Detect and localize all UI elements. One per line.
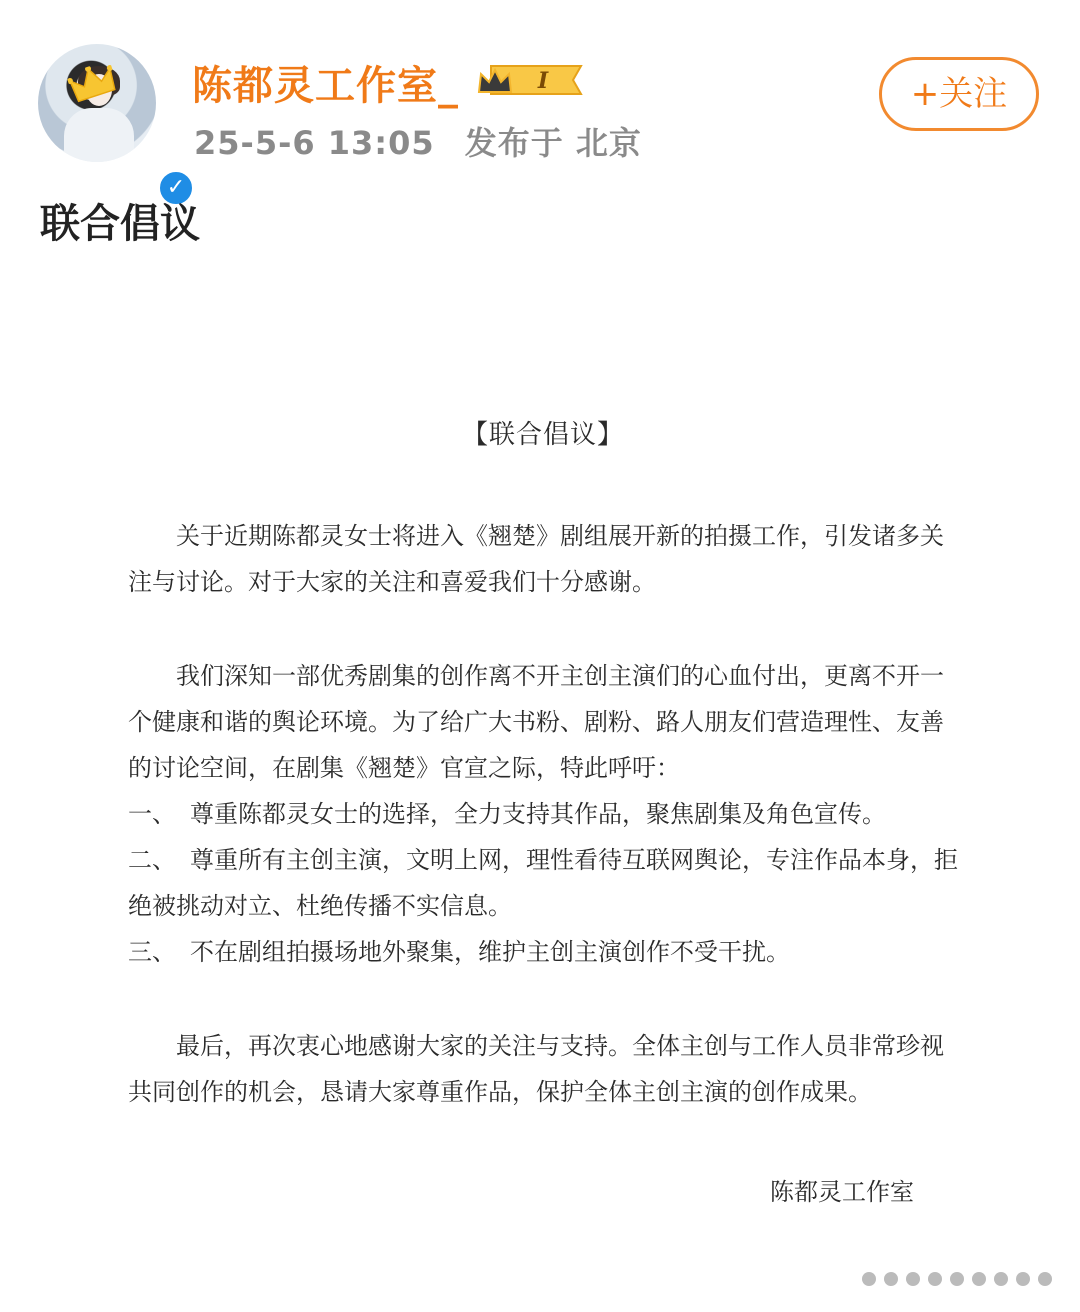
follow-button[interactable]: +关注	[879, 57, 1039, 131]
list-item-number: 三、	[128, 938, 176, 966]
post-title: 联合倡议	[40, 201, 200, 247]
vip-level-label: I	[537, 68, 549, 94]
document-paragraph-3: 最后，再次衷心地感谢大家的关注与支持。全体主创与工作人员非常珍视共同创作的机会，恳请大家尊重作品，保护全体主创主演的创作成果。	[128, 1032, 944, 1106]
post-date: 25-5-6 13:05	[194, 124, 435, 162]
verified-icon: ✓	[156, 168, 196, 208]
vip-badge-icon[interactable]	[477, 62, 587, 98]
avatar-image	[38, 44, 156, 162]
list-item-text: 尊重陈都灵女士的选择，全力支持其作品，聚焦剧集及角色宣传。	[190, 800, 886, 828]
image-page-indicator	[854, 1271, 1052, 1290]
avatar[interactable]	[38, 44, 186, 200]
list-item	[128, 791, 958, 837]
post-header	[0, 0, 1080, 200]
document-paragraph-2: 我们深知一部优秀剧集的创作离不开主创主演们的心血付出，更离不开一个健康和谐的舆论环境。为了给广大书粉、剧粉、路人朋友们营造理性、友善的讨论空间，在剧集《翘楚》官宣之际，特此呼吁：	[128, 662, 944, 782]
post-location: 发布于 北京	[464, 124, 642, 162]
list-item-text: 尊重所有主创主演，文明上网，理性看待互联网舆论，专注作品本身，拒绝被挑动对立、杜绝传播不实信息。	[128, 846, 958, 920]
list-item	[128, 929, 958, 975]
document-paragraph-1: 关于近期陈都灵女士将进入《翘楚》剧组展开新的拍摄工作，引发诸多关注与讨论。对于大家的关注和喜爱我们十分感谢。	[128, 522, 944, 596]
list-item-text: 不在剧组拍摄场地外聚集，维护主创主演创作不受干扰。	[190, 938, 790, 966]
list-item	[128, 837, 958, 929]
document-signature: 陈都灵工作室	[770, 1178, 914, 1206]
username[interactable]: 陈都灵工作室_	[192, 63, 459, 109]
list-item-number: 一、	[128, 800, 176, 828]
document-heading: 【联合倡议】	[461, 420, 624, 450]
post-meta	[194, 118, 642, 164]
list-item-number: 二、	[128, 846, 176, 874]
announcement-document	[128, 400, 958, 1215]
